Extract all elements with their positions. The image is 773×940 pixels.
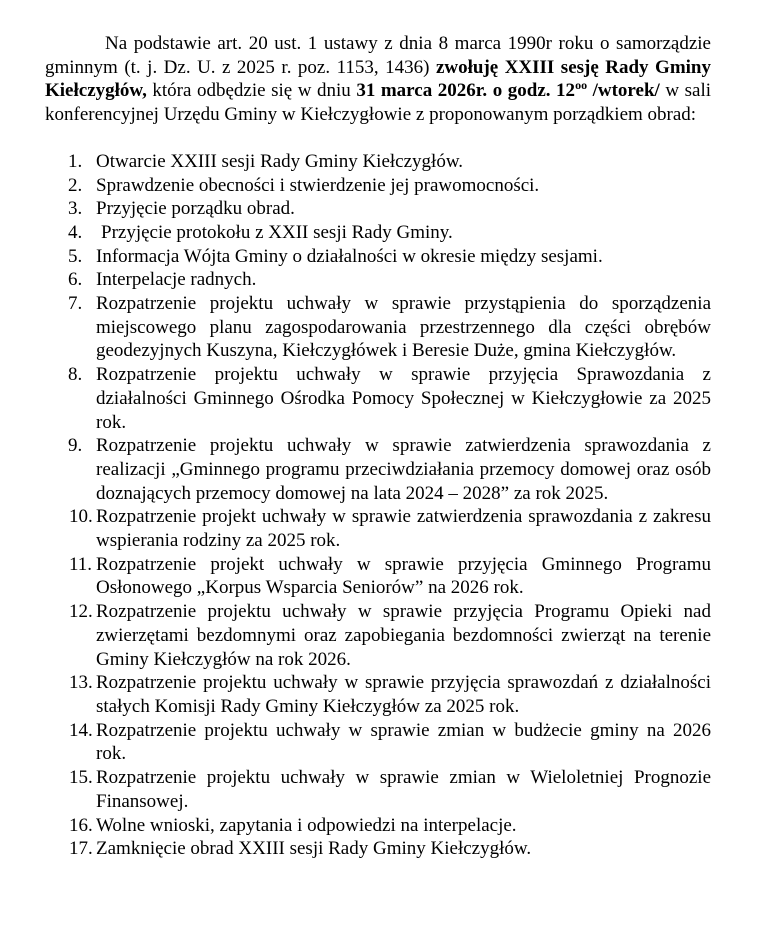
agenda-item-number: 7. — [68, 293, 83, 315]
intro-bold-date — [356, 80, 660, 101]
time-superscript: oo — [575, 78, 588, 93]
agenda-item-number: 13. — [69, 672, 93, 694]
agenda-item — [45, 363, 711, 434]
agenda-item-text: Otwarcie XXIII sesji Rady Gminy Kiełczygłów. — [96, 150, 464, 172]
agenda-item-number: 5. — [68, 245, 83, 267]
agenda-item — [45, 553, 711, 600]
agenda-item-text: Rozpatrzenie projekt uchwały w sprawie przyjęcia Gminnego Programu Osłonowego „Korpus Wsparcia Seniorów” na 2026 rok. — [96, 553, 711, 599]
agenda-item — [45, 766, 711, 813]
agenda-item-text: Zamknięcie obrad XXIII sesji Rady Gminy Kiełczygłów. — [96, 838, 532, 860]
agenda-item-number: 16. — [69, 814, 93, 836]
agenda-item-text: Informacja Wójta Gminy o działalności w okresie między sesjami. — [96, 245, 603, 267]
agenda-item-text: Rozpatrzenie projektu uchwały w sprawie przyjęcia Programu Opieki nad zwierzętami bezdomnymi oraz zapobiegania bezdomności zwierząt na terenie Gminy Kiełczygłów na rok 2026. — [96, 601, 711, 670]
agenda-item-text: Rozpatrzenie projektu uchwały w sprawie zatwierdzenia sprawozdania z realizacji „Gminnego programu przeciwdziałania przemocy domowej oraz osób doznających przemocy domowej na lata 2024 – 2028” za rok 2025. — [96, 435, 711, 504]
agenda-item-text: Przyjęcie protokołu z XXII sesji Rady Gminy. — [101, 221, 453, 243]
agenda-item-number: 3. — [68, 198, 83, 220]
agenda-item — [45, 268, 711, 292]
agenda-item-number: 14. — [69, 719, 93, 741]
agenda-item-number: 2. — [68, 174, 83, 196]
agenda-item-text: Rozpatrzenie projektu uchwały w sprawie przyjęcia sprawozdań z działalności stałych Komisji Rady Gminy Kiełczygłów za 2025 rok. — [96, 672, 711, 717]
intro-bold-convening: zwołuję XXIII sesję Rady Gminy Kiełczygłów, — [45, 56, 711, 102]
agenda-item-text: Rozpatrzenie projektu uchwały w sprawie zmian w Wieloletniej Prognozie Finansowej. — [96, 767, 711, 812]
agenda-item-number: 11. — [69, 553, 93, 575]
agenda-item — [45, 837, 711, 861]
agenda-item-text: Interpelacje radnych. — [96, 269, 257, 291]
agenda-item-number: 10. — [69, 506, 93, 528]
agenda-item — [45, 292, 711, 363]
agenda-item-number: 8. — [68, 364, 83, 386]
agenda-item-text: Rozpatrzenie projektu uchwały w sprawie przyjęcia Sprawozdania z działalności Gminnego Ośrodka Pomocy Społecznej w Kiełczygłowie za 2025 rok. — [96, 364, 711, 433]
agenda-item — [45, 197, 711, 221]
agenda-item — [45, 671, 711, 718]
agenda-item — [45, 174, 711, 198]
agenda-item-number: 12. — [69, 601, 93, 623]
intro-paragraph — [45, 32, 711, 127]
agenda-item-text: Rozpatrzenie projektu uchwały w sprawie zmian w budżecie gminy na 2026 rok. — [96, 719, 711, 765]
agenda-item-text: Rozpatrzenie projekt uchwały w sprawie zatwierdzenia sprawozdania z zakresu wspierania rodziny za 2025 rok. — [96, 506, 711, 552]
agenda-item-text: Wolne wnioski, zapytania i odpowiedzi na interpelacje. — [96, 814, 517, 836]
agenda-item-number: 1. — [68, 150, 83, 172]
agenda-item-text: Sprawdzenie obecności i stwierdzenie jej prawomocności. — [96, 174, 540, 196]
agenda-item-number: 6. — [68, 269, 83, 291]
intro-text-2: która odbędzie się w dniu — [146, 80, 357, 102]
intro-text-1: Na podstawie art. 20 ust. 1 ustawy z dnia 8 marca 1990r roku o samorządzie gminnym (t. j. Dz. U. z 2025 r. poz. 1153, 1436) — [45, 33, 711, 78]
session-weekday: /wtorek/ — [587, 80, 660, 102]
agenda-item — [45, 221, 711, 245]
agenda-item-number: 17. — [69, 838, 93, 860]
agenda-item — [45, 814, 711, 838]
agenda-item-text: Przyjęcie porządku obrad. — [96, 198, 295, 220]
agenda-list — [45, 150, 711, 861]
agenda-item — [45, 505, 711, 552]
agenda-item-number: 15. — [69, 767, 93, 789]
session-date-time: 31 marca 2026r. o godz. 12 — [356, 80, 576, 102]
agenda-item — [45, 434, 711, 505]
agenda-item-number: 4. — [68, 221, 83, 243]
agenda-item — [45, 600, 711, 671]
agenda-item-number: 9. — [68, 435, 83, 457]
agenda-item — [45, 245, 711, 269]
agenda-item — [45, 150, 711, 174]
agenda-item — [45, 719, 711, 766]
agenda-item-text: Rozpatrzenie projektu uchwały w sprawie przystąpienia do sporządzenia miejscowego planu zagospodarowania przestrzennego dla części obrębów geodezyjnych Kuszyna, Kiełczygłówek i Beresie Duże, gmina Kiełczygłów. — [96, 293, 711, 362]
intro-text-3: w sali konferencyjnej Urzędu Gminy w Kiełczygłowie z proponowanym porządkiem obrad: — [45, 80, 711, 126]
